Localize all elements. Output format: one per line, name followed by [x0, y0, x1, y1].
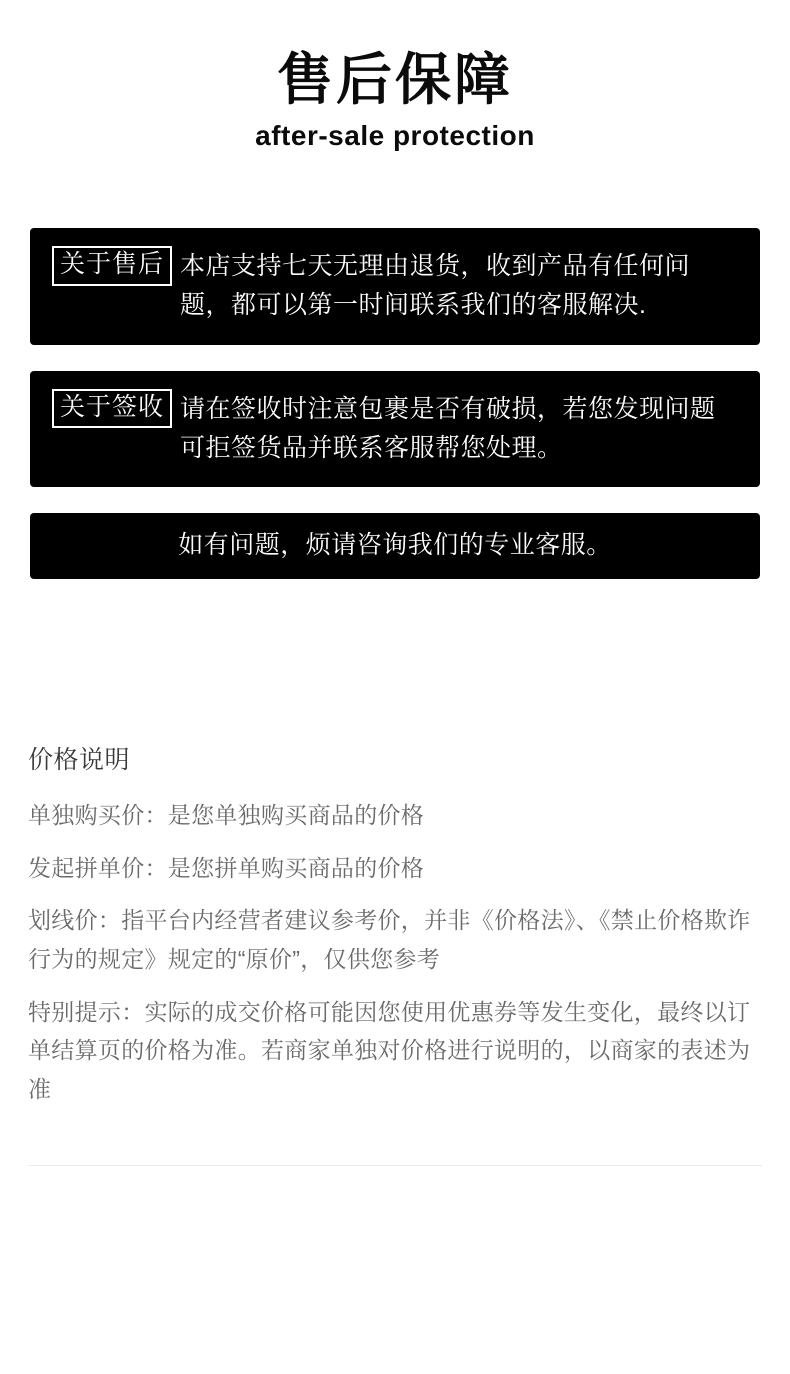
price-row-single-purchase: 单独购买价：是您单独购买商品的价格: [28, 802, 425, 828]
page-title-cn: 售后保障: [277, 48, 513, 111]
notice-list: [30, 152, 760, 579]
price-row-strikethrough-price: 划线价：指平台内经营者建议参考价，并非《价格法》、《禁止价格欺诈行为的规定》规定的“原价”，仅供您参考: [28, 907, 751, 972]
page-title-en: after-sale protection: [255, 120, 535, 152]
notice-text-delivery: 请在签收时注意包裹是否有破损，若您发现问题可拒签货品并联系客服帮您处理。: [180, 394, 716, 462]
page-header: [0, 0, 790, 152]
notice-tag-delivery: 关于签收: [52, 389, 172, 428]
price-row-group-purchase: 发起拼单价：是您拼单购买商品的价格: [28, 854, 425, 881]
price-row-special-notice: 特别提示：实际的成交价格可能因您使用优惠券等发生变化，最终以订单结算页的价格为准。若商家单独对价格进行说明的，以商家的表述为准: [28, 998, 751, 1102]
notice-block-support: [30, 513, 760, 579]
notice-text-support: 如有问题，烦请咨询我们的专业客服。: [178, 531, 612, 560]
price-section-title: 价格说明: [28, 746, 131, 774]
notice-tag-after-sale: 关于售后: [52, 246, 172, 285]
notice-block-after-sale: [30, 228, 760, 345]
price-explanation-section: [0, 740, 790, 1122]
notice-text-after-sale: 本店支持七天无理由退货，收到产品有任何问题，都可以第一时间联系我们的客服解决.: [180, 252, 691, 320]
notice-block-delivery: [30, 371, 760, 488]
section-divider: [28, 1165, 762, 1166]
